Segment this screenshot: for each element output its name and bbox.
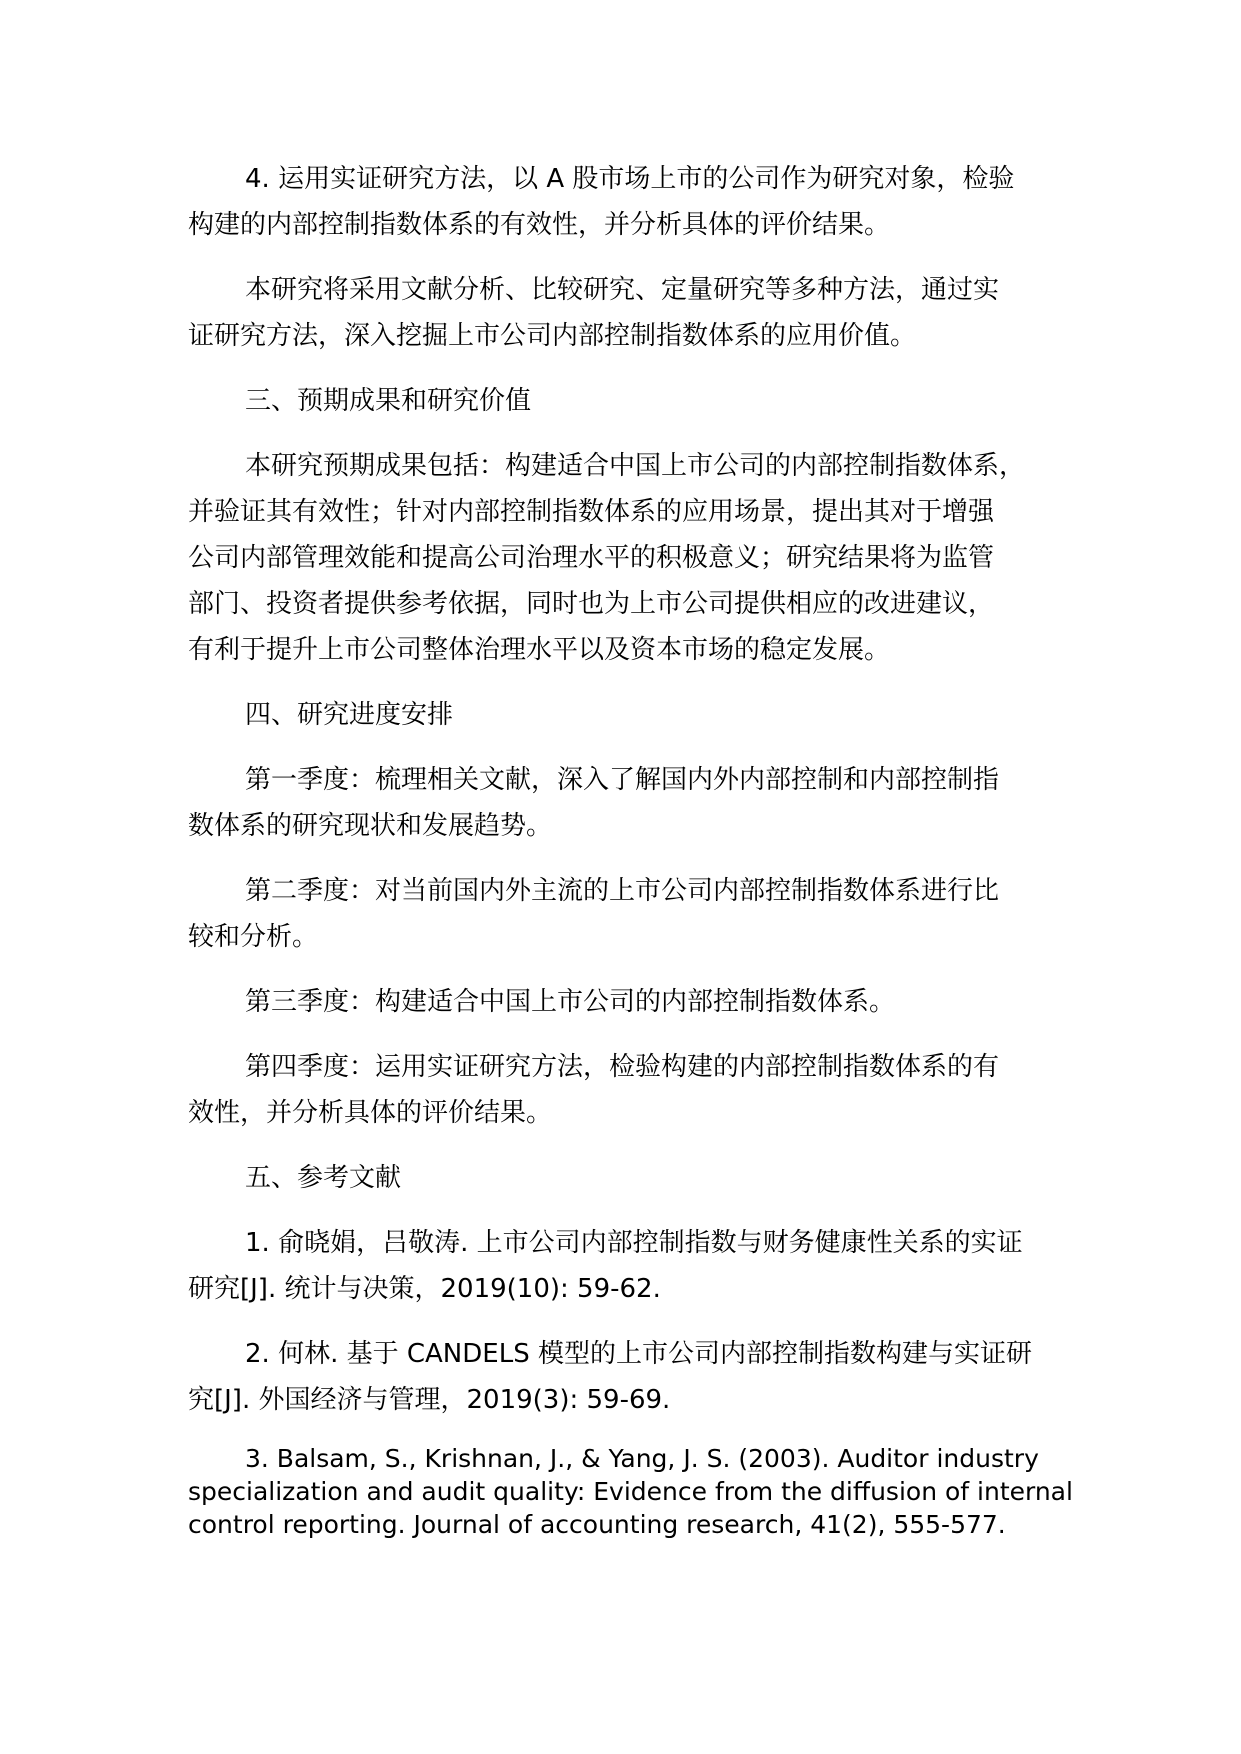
text-line: 1. 俞晓娟，吕敬涛. 上市公司内部控制指数与财务健康性关系的实证 bbox=[245, 1228, 1023, 1258]
text-line: 有利于提升上市公司整体治理水平以及资本市场的稳定发展。 bbox=[188, 635, 891, 665]
text-line: 部门、投资者提供参考依据，同时也为上市公司提供相应的改进建议， bbox=[188, 589, 995, 619]
text-line: 证研究方法，深入挖掘上市公司内部控制指数体系的应用价值。 bbox=[188, 321, 917, 351]
text-line: 第二季度：对当前国内外主流的上市公司内部控制指数体系进行比 bbox=[245, 876, 1000, 906]
text-line: 较和分析。 bbox=[188, 922, 319, 952]
text-line: 本研究预期成果包括：构建适合中国上市公司的内部控制指数体系， bbox=[245, 451, 1026, 481]
paragraph-schedule-q2 bbox=[188, 868, 1088, 960]
text-line: 2. 何林. 基于 CANDELS 模型的上市公司内部控制指数构建与实证研 bbox=[245, 1339, 1032, 1369]
text-line: 第一季度：梳理相关文献，深入了解国内外内部控制和内部控制指 bbox=[245, 765, 1000, 795]
text-line: 研究[J]. 统计与决策，2019(10): 59-62. bbox=[188, 1274, 661, 1304]
reference-item-2 bbox=[188, 1331, 1088, 1423]
text-line: 效性，并分析具体的评价结果。 bbox=[188, 1098, 553, 1128]
text-line: control reporting. Journal of accounting research, 41(2), 555-577. bbox=[188, 1510, 1006, 1539]
reference-item-1 bbox=[188, 1220, 1088, 1312]
text-line: 4. 运用实证研究方法，以 A 股市场上市的公司作为研究对象，检验 bbox=[245, 164, 1015, 194]
text-line: 公司内部管理效能和提高公司治理水平的积极意义；研究结果将为监管 bbox=[188, 543, 995, 573]
text-line: specialization and audit quality: Evidence from the diffusion of internal bbox=[188, 1477, 1073, 1506]
text-line: 第三季度：构建适合中国上市公司的内部控制指数体系。 bbox=[245, 987, 896, 1017]
text-line: 第四季度：运用实证研究方法，检验构建的内部控制指数体系的有 bbox=[245, 1052, 1000, 1082]
text-line: 并验证其有效性；针对内部控制指数体系的应用场景，提出其对于增强 bbox=[188, 497, 995, 527]
paragraph-schedule-q4 bbox=[188, 1044, 1088, 1136]
section-heading-schedule: 四、研究进度安排 bbox=[245, 700, 454, 730]
text-line: 本研究将采用文献分析、比较研究、定量研究等多种方法，通过实 bbox=[245, 275, 1000, 305]
text-line: 3. Balsam, S., Krishnan, J., & Yang, J. S. (2003). Auditor industry bbox=[245, 1444, 1039, 1473]
document-body bbox=[188, 156, 1088, 1541]
text-line: 究[J]. 外国经济与管理，2019(3): 59-69. bbox=[188, 1385, 671, 1415]
paragraph-research-method-item-4 bbox=[188, 156, 1088, 248]
paragraph-schedule-q1 bbox=[188, 757, 1088, 849]
paragraph-expected-results bbox=[188, 443, 1088, 673]
paragraph-research-approach bbox=[188, 267, 1088, 359]
text-line: 构建的内部控制指数体系的有效性，并分析具体的评价结果。 bbox=[188, 210, 891, 240]
section-heading-references: 五、参考文献 bbox=[245, 1163, 402, 1193]
text-line: 数体系的研究现状和发展趋势。 bbox=[188, 811, 553, 841]
reference-item-3 bbox=[188, 1442, 1088, 1541]
paragraph-schedule-q3 bbox=[188, 979, 1088, 1025]
section-heading-expected-results: 三、预期成果和研究价值 bbox=[245, 386, 532, 416]
